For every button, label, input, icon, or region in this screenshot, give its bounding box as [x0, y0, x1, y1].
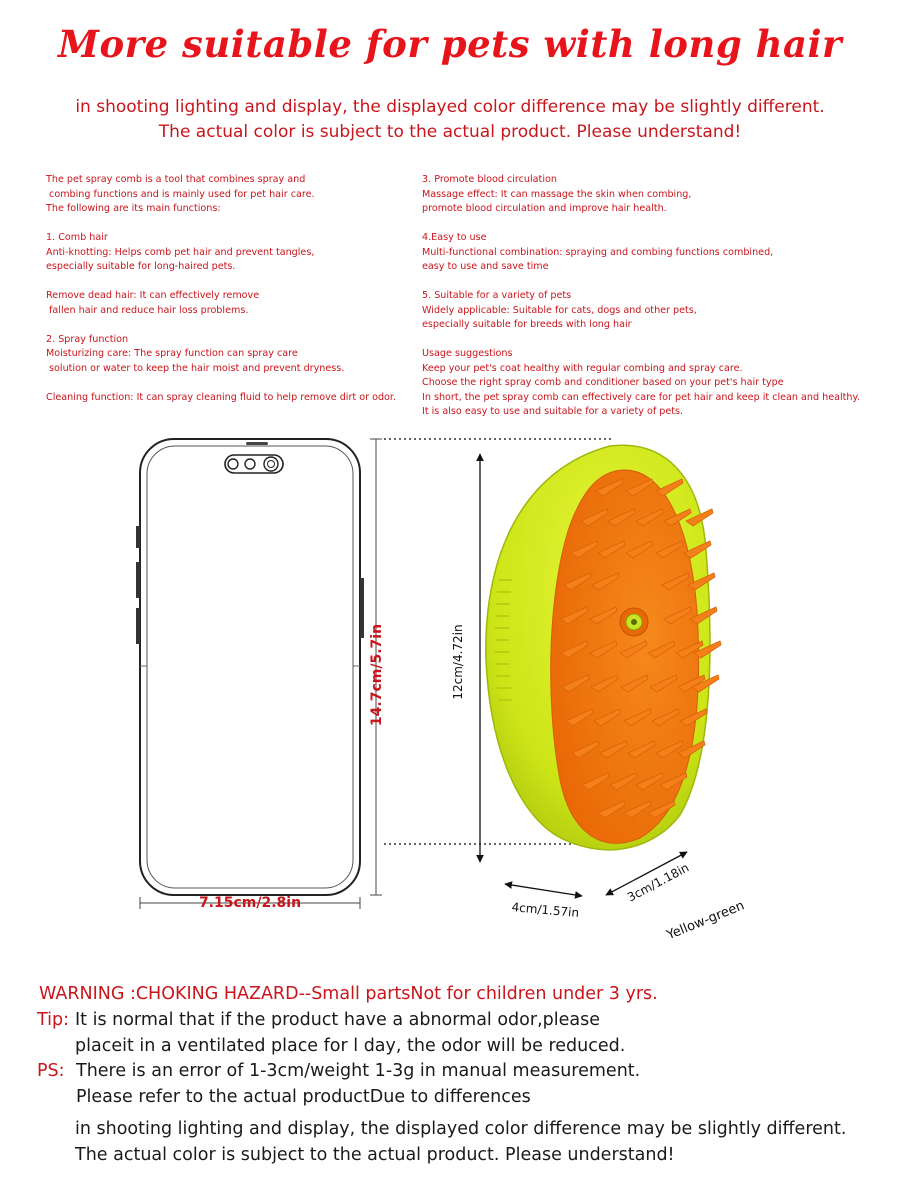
right-column-line: easy to use and save time — [422, 261, 549, 272]
right-column-line: In short, the pet spray comb can effectively care for pet hair and keep it clean and healthy. — [422, 391, 860, 403]
phone-width-label: 7.15cm/2.8in — [198, 895, 302, 911]
right-column-line: Massage effect: It can massage the skin when combing, — [422, 188, 692, 200]
left-column-line: especially suitable for long-haired pets. — [46, 261, 236, 272]
comb-width-label: 4cm/1.57in — [511, 900, 580, 920]
left-column-line: The following are its main functions: — [46, 203, 221, 214]
warning-text: WARNING :CHOKING HAZARD--Small partsNot for children under 3 yrs. — [39, 984, 658, 1004]
disclaimer-top-line2: The actual color is subject to the actual product. Please understand! — [158, 122, 742, 142]
functions-right-column — [422, 173, 892, 420]
left-column-line: Moisturizing care: The spray function can spray care — [46, 348, 298, 359]
left-column-line: Anti-knotting: Helps comb pet hair and prevent tangles, — [46, 246, 315, 258]
tip-label: Tip: — [37, 1010, 70, 1030]
ps-line2: Please refer to the actual productDue to differences — [76, 1087, 531, 1107]
headline: More suitable for pets with long hair — [57, 22, 843, 66]
tip-line2: placeit in a ventilated place for l day, the odor will be reduced. — [75, 1036, 626, 1056]
ps-line1: There is an error of 1-3cm/weight 1-3g in manual measurement. — [76, 1061, 641, 1081]
right-column-line: promote blood circulation and improve hair health. — [422, 203, 667, 214]
phone-outline — [136, 439, 364, 895]
right-column-line: 4.Easy to use — [422, 232, 487, 243]
comb-height-label: 12cm/4.72in — [451, 624, 465, 700]
right-column-line: It is also easy to use and suitable for a variety of pets. — [422, 406, 684, 417]
right-column-line — [422, 217, 892, 232]
bottom-disclaimer-line2: The actual color is subject to the actual product. Please understand! — [75, 1145, 675, 1165]
bottom-disclaimer-line1: in shooting lighting and display, the displayed color difference may be slightly different. — [75, 1119, 847, 1139]
left-column-line: solution or water to keep the hair moist and prevent dryness. — [46, 362, 345, 374]
right-column-line: especially suitable for breeds with long hair — [422, 319, 632, 330]
disclaimer-top-line1: in shooting lighting and display, the displayed color difference may be slightly different. — [75, 97, 825, 117]
right-column-line: Widely applicable: Suitable for cats, dogs and other pets, — [422, 304, 697, 316]
left-column-line — [46, 275, 418, 290]
left-column-line: combing functions and is mainly used for pet hair care. — [46, 188, 315, 200]
ps-label: PS: — [37, 1061, 65, 1081]
right-column-line — [422, 333, 892, 348]
spray-comb-image — [486, 445, 721, 849]
functions-left-column — [46, 173, 418, 405]
left-column-line: 2. Spray function — [46, 333, 129, 345]
right-column-line: Usage suggestions — [422, 348, 513, 359]
dimension-diagram — [0, 430, 900, 950]
left-column-line — [46, 217, 418, 232]
right-column-line: Choose the right spray comb and conditioner based on your pet's hair type — [422, 377, 784, 388]
right-column-line: Keep your pet's coat healthy with regular combing and spray care. — [422, 362, 743, 374]
color-name-label: Yellow-green — [664, 898, 747, 944]
tip-line1: It is normal that if the product have a abnormal odor,please — [75, 1010, 600, 1030]
right-column-line: 3. Promote blood circulation — [422, 174, 557, 185]
left-column-line — [46, 318, 418, 333]
left-column-line: 1. Comb hair — [46, 232, 108, 243]
left-column-line: Cleaning function: It can spray cleaning fluid to help remove dirt or odor. — [46, 391, 397, 403]
right-column-line: Multi-functional combination: spraying and combing functions combined, — [422, 246, 774, 258]
phone-height-label: 14.7cm/5.7in — [369, 623, 385, 727]
comb-depth-label: 3cm/1.18in — [624, 860, 692, 905]
left-column-line: Remove dead hair: It can effectively remove — [46, 290, 260, 301]
left-column-line — [46, 376, 418, 391]
left-column-line: fallen hair and reduce hair loss problems. — [46, 304, 249, 316]
left-column-line: The pet spray comb is a tool that combines spray and — [46, 174, 306, 185]
right-column-line: 5. Suitable for a variety of pets — [422, 290, 572, 301]
right-column-line — [422, 275, 892, 290]
